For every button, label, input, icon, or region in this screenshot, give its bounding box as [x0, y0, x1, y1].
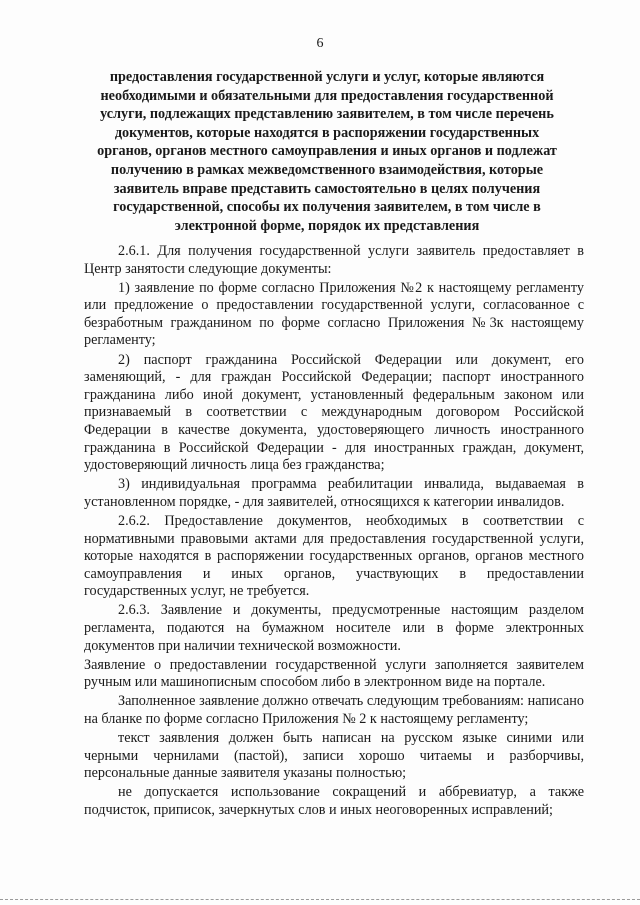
page-number: 6	[316, 36, 324, 51]
paragraph-application-filling: Заявление о предоставлении государственной услуги заполняется заявителем ручным или машинописным способом либо в электронном виде на портале.	[84, 656, 584, 691]
paragraph-2-6-1: 2.6.1. Для получения государственной услуги заявитель предоставляет в Центр занятости следующие документы:	[84, 243, 584, 277]
paragraph-2-6-2: 2.6.2. Предоставление документов, необходимых в соответствии с нормативными правовыми актами для предоставления государственной услуги, которые находятся в распоряжении государственных органов, органов местного самоуправления и иных органов, участвующих в предоставлении государственных услуг, не требуется.	[84, 512, 584, 600]
list-item-3: 3) индивидуальная программа реабилитации инвалида, выдаваемая в установленном порядке, - для заявителей, относящихся к категории инвалидов.	[84, 476, 584, 510]
paragraph-ink-requirements: текст заявления должен быть написан на русском языке синими или черными чернилами (пастой), записи хорошо читаемы и разборчивы, персональные данные заявителя указаны полностью;	[84, 730, 584, 782]
paragraph-2-6-3: 2.6.3. Заявление и документы, предусмотренные настоящим разделом регламента, подаются на бумажном носителе или в форме электронных документов при наличии технической возможности.	[84, 602, 584, 654]
section-heading: предоставления государственной услуги и услуг, которые являются необходимыми и обязательными для предоставления государственной услуги, подлежащих представлению заявителем, в том числе перечень документов, которые находятся в распоряжении государственных органов, органов местного самоуправления и иных органов и подлежат получению в рамках межведомственного взаимодействия, которые заявитель вправе представить самостоятельно в целях получения государственной, способы их получения заявителем, в том числе в электронной форме, порядок их представления	[97, 69, 557, 234]
bottom-scan-edge	[0, 899, 640, 900]
document-body	[84, 243, 584, 821]
paragraph-requirements: Заполненное заявление должно отвечать следующим требованиям: написано на бланке по форме согласно Приложения № 2 к настоящему регламенту;	[84, 693, 584, 727]
list-item-2: 2) паспорт гражданина Российской Федерации или документ, его заменяющий, - для граждан Российской Федерации; паспорт иностранного гражданина либо иной документ, установленный федеральным законом или признаваемый в соответствии с международным договором Российской Федерации в качестве документа, удостоверяющего личность иностранного гражданина в Российской Федерации - для иностранных граждан, документ, удостоверяющий личность лица без гражданства;	[84, 351, 584, 474]
paragraph-no-abbreviations: не допускается использование сокращений и аббревиатур, а также подчисток, приписок, зачеркнутых слов и иных неоговоренных исправлений;	[84, 784, 584, 818]
list-item-1: 1) заявление по форме согласно Приложения №2 к настоящему регламенту или предложение о предоставлении государственной услуги, согласованное с безработным гражданином по форме согласно Приложения №3к настоящему регламенту;	[84, 279, 584, 349]
